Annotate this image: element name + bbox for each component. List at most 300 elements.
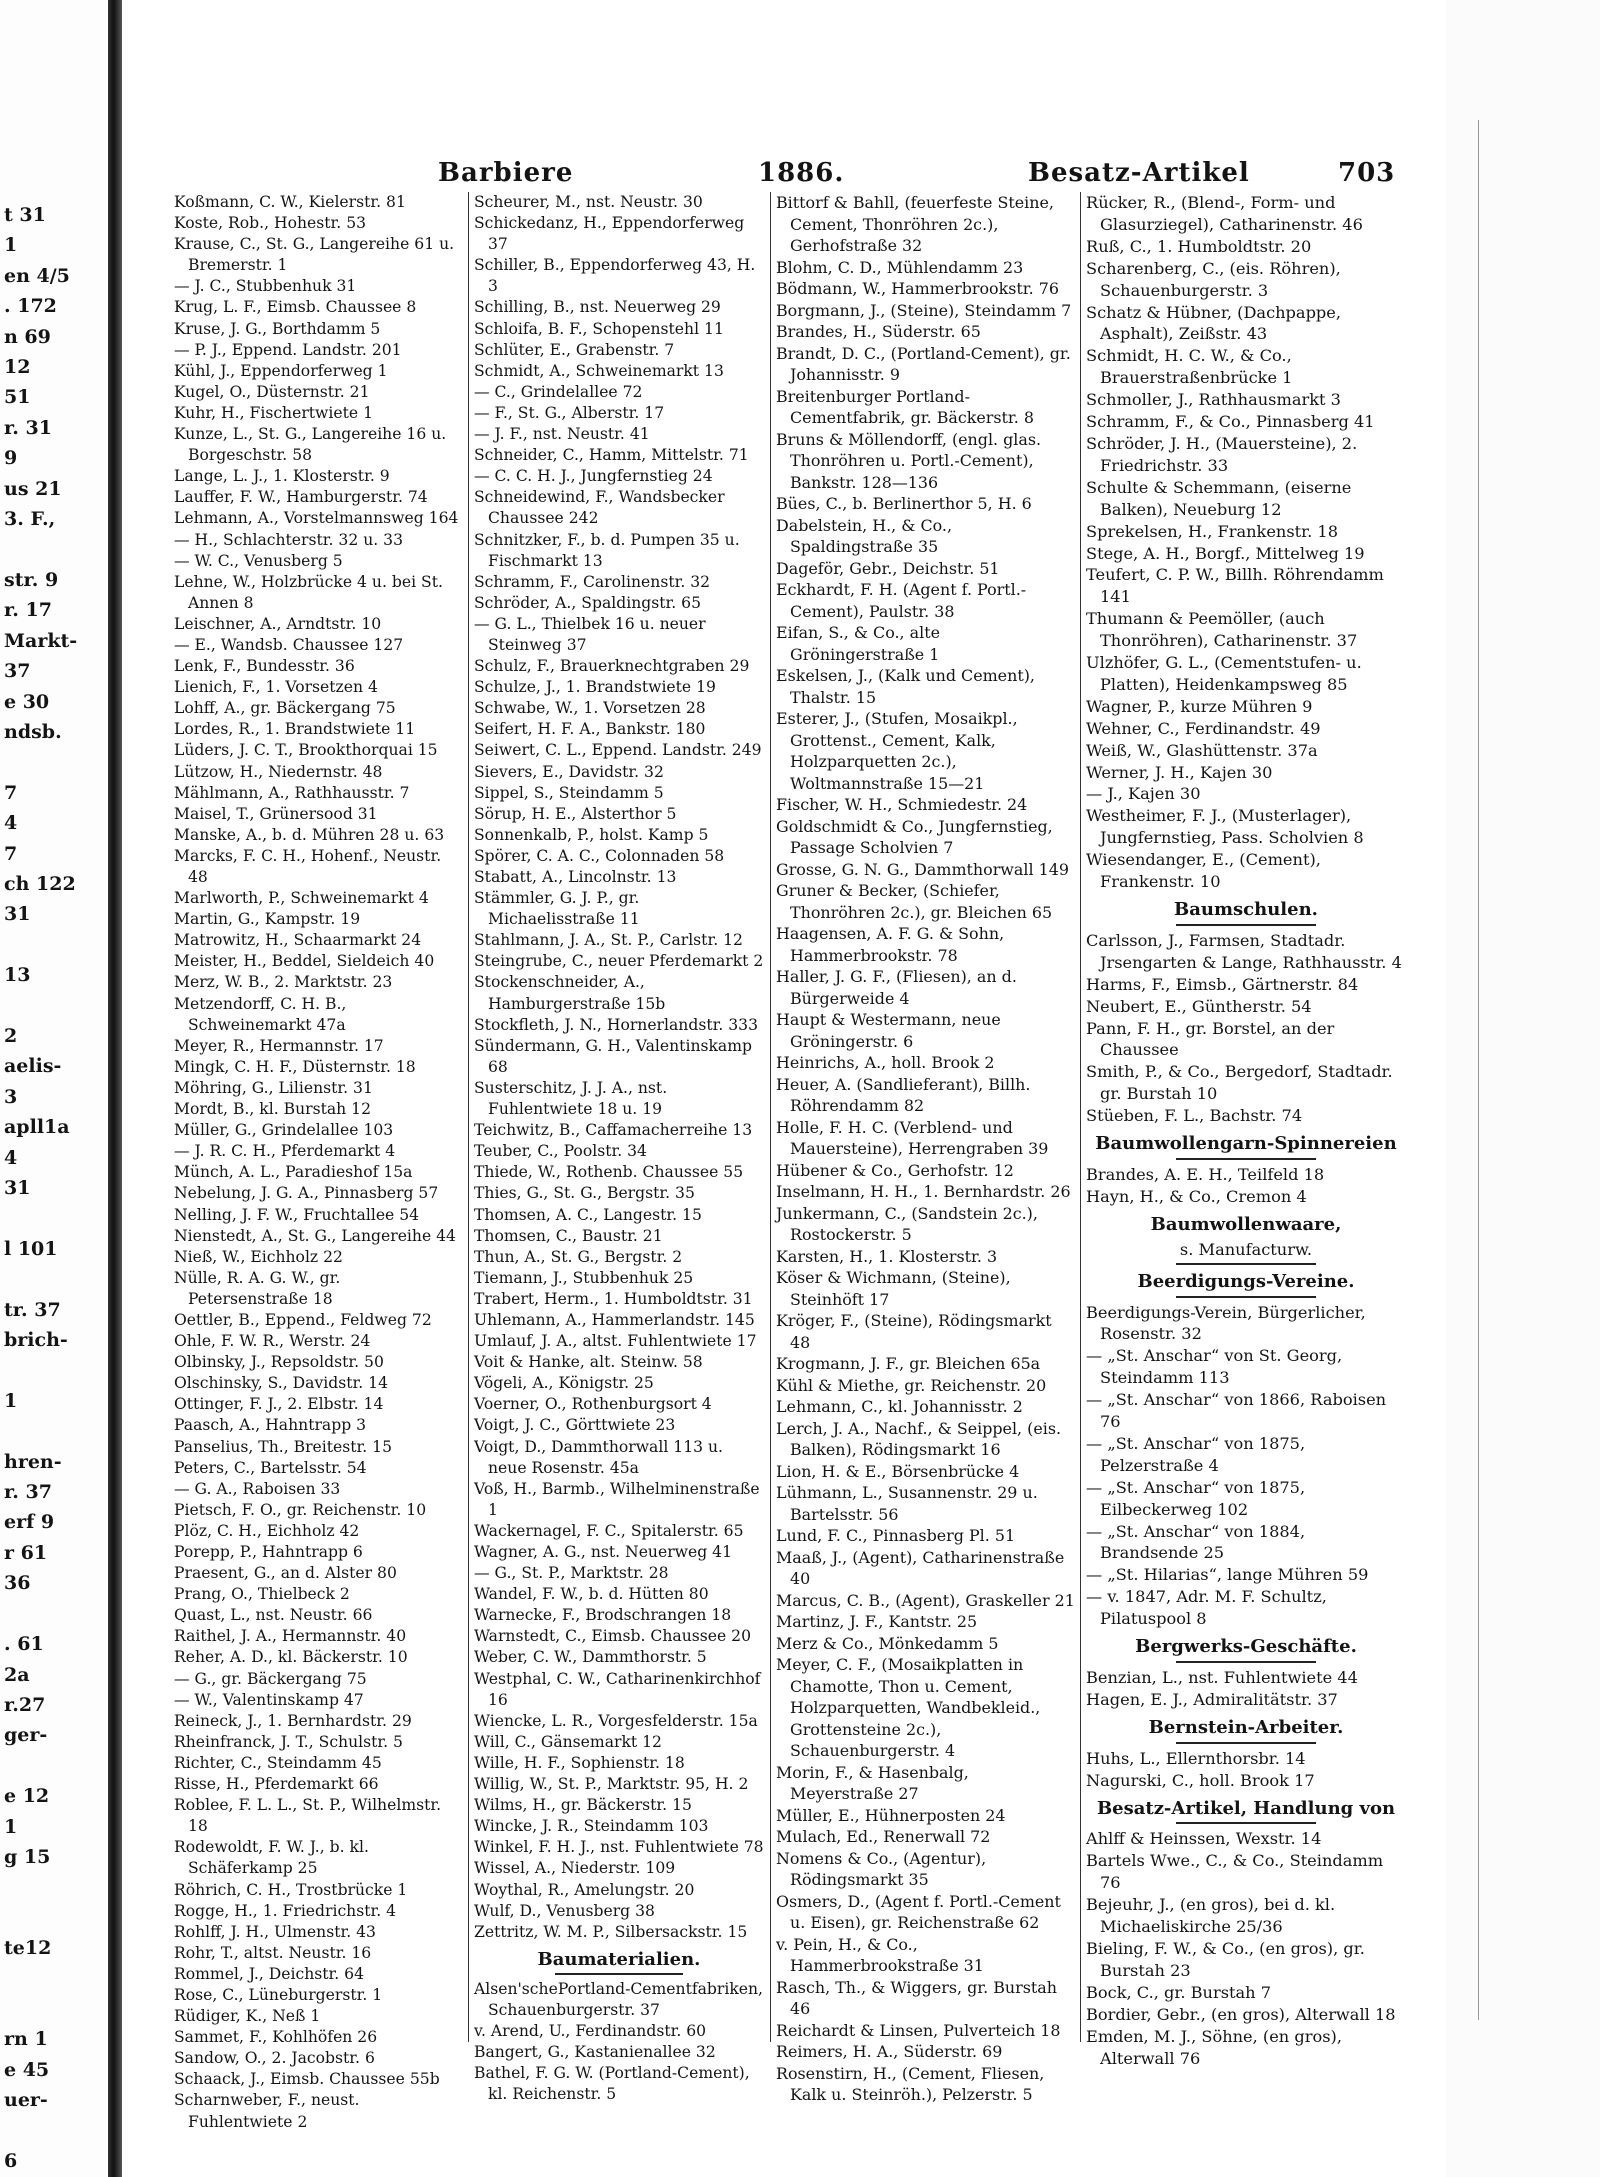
margin-fragment: erf 9 (4, 1511, 55, 1534)
directory-entry: Ahlff & Heinssen, Wexstr. 14 (1086, 1829, 1322, 1849)
margin-fragment: 4 (4, 812, 18, 835)
margin-fragment: r. 31 (4, 416, 52, 439)
directory-entry: Westheimer, F. J., (Musterlager), Jungfernstieg, Pass. Scholvien 8 (1086, 806, 1364, 848)
directory-entry: Teufert, C. P. W., Billh. Röhrendamm 141 (1086, 565, 1390, 607)
directory-entry: Schaack, J., Eimsb. Chaussee 55b (174, 2070, 440, 2089)
section-heading: Baumaterialien. (537, 1948, 701, 1970)
margin-fragment: Markt- (4, 629, 78, 652)
section-heading: Bergwerks-Geschäfte. (1135, 1636, 1357, 1658)
directory-entry: — W. C., Venusberg 5 (174, 551, 343, 570)
directory-entry: Trabert, Herm., 1. Humboldtstr. 31 (474, 1289, 753, 1308)
directory-entry: Esterer, J., (Stufen, Mosaikpl., Grottenst., Cement, Kalk, Holzparquetten 2c.), Woltmannstraße 15—21 (776, 709, 1023, 793)
directory-entry: Rohlff, J. H., Ulmenstr. 43 (174, 1922, 376, 1941)
directory-entry: Bartels Wwe., C., & Co., Steindamm 76 (1086, 1851, 1389, 1893)
directory-entry: Rosenstirn, H., (Cement, Fliesen, Kalk u. Steinröh.), Pelzerstr. 5 (776, 2063, 1050, 2104)
directory-entry: Seiwert, C. L., Eppend. Landstr. 249 (474, 741, 762, 760)
directory-entry: Metzendorff, C. H. B., Schweinemarkt 47a (174, 994, 352, 1034)
directory-entry: Thomsen, A. C., Langestr. 15 (474, 1205, 702, 1224)
directory-entry: Benzian, L., nst. Fuhlentwiete 44 (1086, 1668, 1358, 1687)
directory-entry: Wagner, A. G., nst. Neuerweg 41 (474, 1543, 733, 1561)
directory-entry: Schmidt, A., Schweinemarkt 13 (474, 361, 724, 380)
directory-entry: Schröder, J. H., (Mauersteine), 2. Friedrichstr. 33 (1086, 433, 1363, 475)
column-divider (1080, 192, 1081, 2042)
directory-entry: Neubert, E., Güntherstr. 54 (1086, 996, 1312, 1016)
margin-fragment (4, 930, 104, 960)
directory-entry: Stege, A. H., Borgf., Mittelweg 19 (1086, 543, 1365, 563)
directory-entry: Thumann & Peemöller, (auch Thonröhren), Catharinenstr. 37 (1086, 609, 1358, 651)
directory-page (128, 150, 1460, 2131)
margin-fragment: hren- (4, 1450, 62, 1473)
margin-fragment (4, 747, 104, 777)
margin-fragment: uer- (4, 2089, 48, 2112)
margin-fragment: l 101 (4, 1237, 58, 1260)
directory-entry: Ohle, F. W. R., Werstr. 24 (174, 1332, 371, 1351)
directory-entry: Bangert, G., Kastanienallee 32 (474, 2043, 716, 2062)
margin-fragment (4, 1994, 104, 2024)
section-rule (1176, 1158, 1317, 1160)
directory-entry: Ulzhöfer, G. L., (Cementstufen- u. Platten), Heidenkampsweg 85 (1086, 653, 1367, 694)
directory-entry: Bödmann, W., Hammerbrookstr. 76 (776, 279, 1059, 298)
directory-entry: Plöz, C. H., Eichholz 42 (174, 1521, 360, 1540)
directory-entry: Lordes, R., 1. Brandstwiete 11 (174, 720, 416, 739)
section-heading: Baumwollengarn-Spinnereien (1095, 1133, 1397, 1155)
margin-fragment: brich- (4, 1329, 68, 1352)
directory-entry: Schnitzker, F., b. d. Pumpen 35 u. Fischmarkt 13 (474, 530, 745, 570)
directory-entry: Bathel, F. G. W. (Portland-Cement), kl. Reichenstr. 5 (474, 2064, 755, 2104)
directory-entry: Schulze, J., 1. Brandstwiete 19 (474, 678, 716, 697)
directory-entry: Smith, P., & Co., Bergedorf, Stadtadr. gr. Burstah 10 (1086, 1062, 1398, 1104)
margin-fragment: 1 (4, 1389, 18, 1412)
directory-entry: Wiencke, L. R., Vorgesfelderstr. 15a (474, 1711, 758, 1730)
directory-entry: Wincke, J. R., Steindamm 103 (474, 1817, 709, 1836)
previous-page-margin-text (4, 200, 104, 2176)
directory-column-1 (174, 192, 464, 2133)
directory-entry: Stockfleth, J. N., Hornerlandstr. 333 (474, 1015, 759, 1034)
directory-entry: Winkel, F. H. J., nst. Fuhlentwiete 78 (474, 1838, 764, 1857)
directory-entry: Mordt, B., kl. Burstah 12 (174, 1100, 372, 1119)
directory-entry: — G., gr. Bäckergang 75 (174, 1669, 367, 1688)
directory-entry: Sippel, S., Steindamm 5 (474, 783, 664, 802)
directory-entry: Meister, H., Beddel, Sieldeich 40 (174, 952, 435, 971)
directory-entry: Lienich, F., 1. Vorsetzen 4 (174, 678, 378, 697)
directory-entry: Osmers, D., (Agent f. Portl.-Cement u. Eisen), gr. Reichenstraße 62 (776, 1891, 1066, 1932)
directory-entry: Rose, C., Lüneburgerstr. 1 (174, 1985, 383, 2004)
directory-entry: Bieling, F. W., & Co., (en gros), gr. Burstah 23 (1086, 1938, 1371, 1980)
margin-fragment: en 4/5 (4, 264, 70, 287)
directory-entry: Lehmann, A., Vorstelmannsweg 164 (174, 509, 459, 528)
directory-entry: Holle, F. H. C. (Verblend- und Mauersteine), Herrengraben 39 (776, 1117, 1049, 1158)
directory-entry: Meyer, C. F., (Mosaikplatten in Chamotte, Thon u. Cement, Holzparquetten, Wandbekleid., Grottensteine 2c.), Schauenburgerstr. 4 (776, 1655, 1046, 1760)
directory-entry: Nebelung, J. G. A., Pinnasberg 57 (174, 1184, 439, 1203)
directory-entry: Quast, L., nst. Neustr. 66 (174, 1606, 373, 1625)
margin-fragment: 31 (4, 1177, 31, 1199)
margin-fragment (4, 1751, 104, 1781)
directory-entry: Thomsen, C., Baustr. 21 (474, 1226, 663, 1245)
header-section-right: Besatz-Artikel (1028, 158, 1250, 188)
directory-entry: Wille, H. F., Sophienstr. 18 (474, 1753, 685, 1772)
scan-crop-line (1478, 120, 1479, 2020)
directory-entry: Pann, F. H., gr. Borstel, an der Chaussee (1086, 1018, 1340, 1060)
directory-entry: Münch, A. L., Paradieshof 15a (174, 1163, 413, 1182)
directory-entry: Olbinsky, J., Repsoldstr. 50 (174, 1353, 384, 1372)
margin-fragment: 4 (4, 1146, 18, 1169)
section-heading: Baumschulen. (1174, 899, 1318, 920)
directory-entry: Ottinger, F. J., 2. Elbstr. 14 (174, 1395, 384, 1414)
section-rule (1176, 1263, 1317, 1265)
directory-entry: Schröder, A., Spaldingstr. 65 (474, 593, 702, 612)
directory-entry: — „St. Anschar“ von 1875, Eilbeckerweg 102 (1086, 1477, 1311, 1519)
directory-entry: Maisel, T., Grünersood 31 (174, 804, 378, 823)
directory-entry: Willig, W., St. P., Marktstr. 95, H. 2 (474, 1775, 749, 1794)
directory-entry: Stüeben, F. L., Bachstr. 74 (1086, 1106, 1303, 1126)
directory-entry: Emden, M. J., Söhne, (en gros), Alterwall 76 (1086, 2026, 1348, 2068)
directory-entry: Harms, F., Eimsb., Gärtnerstr. 84 (1086, 974, 1359, 994)
directory-entry: Lehne, W., Holzbrücke 4 u. bei St. Annen 8 (174, 572, 448, 612)
directory-entry: Seifert, H. F. A., Bankstr. 180 (474, 720, 706, 739)
margin-fragment: 2 (4, 1024, 18, 1047)
directory-entry: Schmidt, H. C. W., & Co., Brauerstraßenbrücke 1 (1086, 346, 1297, 388)
directory-entry: Nülle, R. A. G. W., gr. Petersenstraße 18 (174, 1268, 346, 1308)
section-rule (1176, 1296, 1317, 1298)
margin-fragment: e 12 (4, 1785, 50, 1808)
previous-page-edge (0, 0, 108, 2177)
directory-entry: Voit & Hanke, alt. Steinw. 58 (474, 1353, 703, 1372)
margin-fragment: str. 9 (4, 568, 59, 591)
margin-fragment: te12 (4, 1937, 52, 1960)
directory-entry: Inselmann, H. H., 1. Bernhardstr. 26 (776, 1182, 1071, 1201)
directory-entry: Rogge, H., 1. Friedrichstr. 4 (174, 1901, 397, 1920)
directory-entry: Mulach, Ed., Renerwall 72 (776, 1827, 991, 1846)
margin-fragment (4, 1264, 104, 1294)
directory-entry: Nagurski, C., holl. Brook 17 (1086, 1770, 1315, 1790)
directory-entry: Scharnweber, F., neust. Fuhlentwiete 2 (174, 2091, 365, 2131)
directory-entry: Scharenberg, C., (eis. Röhren), Schauenburgerstr. 3 (1086, 258, 1346, 300)
margin-fragment: 36 (4, 1572, 31, 1595)
margin-fragment: r. 37 (4, 1481, 52, 1504)
directory-entry: Brandes, H., Süderstr. 65 (776, 322, 981, 341)
margin-fragment: r 61 (4, 1541, 48, 1564)
directory-entry: Leischner, A., Arndtstr. 10 (174, 614, 382, 633)
section-heading: Beerdigungs-Vereine. (1137, 1270, 1355, 1292)
directory-entry: — „St. Anschar“ von 1875, Pelzerstraße 4 (1086, 1433, 1311, 1475)
directory-entry: Umlauf, J. A., altst. Fuhlentwiete 17 (474, 1332, 757, 1351)
directory-entry: Maaß, J., (Agent), Catharinenstraße 40 (776, 1547, 1070, 1588)
directory-entry: Eifan, S., & Co., alte Gröningerstraße 1 (776, 623, 946, 664)
directory-entry: Voerner, O., Rothenburgsort 4 (474, 1395, 712, 1414)
directory-entry: Schloifa, B. F., Schopenstehl 11 (474, 319, 724, 338)
directory-entry: Gruner & Becker, (Schiefer, Thonröhren 2c.), gr. Bleichen 65 (776, 881, 1053, 922)
directory-entry: Haupt & Westermann, neue Gröningerstr. 6 (776, 1010, 1006, 1051)
margin-fragment: 7 (4, 781, 18, 804)
directory-entry: Lund, F. C., Pinnasberg Pl. 51 (776, 1526, 1016, 1545)
directory-entry: Wackernagel, F. C., Spitalerstr. 65 (474, 1521, 744, 1540)
directory-entry: Brandes, A. E. H., Teilfeld 18 (1086, 1164, 1325, 1184)
directory-entry: — C., Grindelallee 72 (474, 382, 643, 401)
directory-entry: Bruns & Möllendorff, (engl. glas. Thonröhren u. Portl.-Cement), Bankstr. 128—136 (776, 429, 1047, 492)
column-divider (468, 192, 469, 2042)
directory-entry: Olschinsky, S., Davidstr. 14 (174, 1374, 389, 1393)
page-number: 703 (1338, 158, 1396, 188)
directory-entry: Wandel, F. W., b. d. Hütten 80 (474, 1585, 709, 1604)
directory-entry: Will, C., Gänsemarkt 12 (474, 1732, 662, 1751)
directory-entry: Rasch, Th., & Wiggers, gr. Burstah 46 (776, 1977, 1063, 2018)
section-heading: Besatz-Artikel, Handlung von (1096, 1797, 1396, 1819)
directory-entry: — E., Wandsb. Chaussee 127 (174, 635, 404, 654)
margin-fragment: 31 (4, 903, 31, 926)
directory-entry: Steingrube, C., neuer Pferdemarkt 2 (474, 952, 764, 971)
margin-fragment (4, 1599, 104, 1629)
directory-entry: Wiesendanger, E., (Cement), Frankenstr. 10 (1086, 850, 1327, 892)
directory-entry: Roblee, F. L. L., St. P., Wilhelmstr. 18 (174, 1796, 447, 1836)
margin-fragment: 37 (4, 660, 31, 683)
directory-entry: Stämmler, G. J. P., gr. Michaelisstraße 11 (474, 889, 645, 929)
section-rule (1176, 1742, 1317, 1744)
directory-entry: Bordier, Gebr., (en gros), Alterwall 18 (1086, 2004, 1396, 2024)
directory-entry: Thies, G., St. G., Bergstr. 35 (474, 1184, 695, 1203)
directory-entry: Grosse, G. N. G., Dammthorwall 149 (776, 859, 1069, 879)
directory-entry: Rücker, R., (Blend-, Form- und Glasurziegel), Catharinenstr. 46 (1086, 193, 1363, 234)
margin-fragment: 3. F., (4, 508, 56, 531)
directory-entry: Kugel, O., Düsternstr. 21 (174, 382, 370, 401)
margin-fragment: us 21 (4, 477, 62, 500)
directory-entry: Teuber, C., Poolstr. 34 (474, 1142, 647, 1161)
directory-entry: Schilling, B., nst. Neuerweg 29 (474, 298, 721, 317)
directory-entry: Raithel, J. A., Hermannstr. 40 (174, 1627, 407, 1646)
directory-entry: Marcus, C. B., (Agent), Graskeller 21 (776, 1590, 1075, 1610)
margin-fragment: 1 (4, 234, 18, 257)
column-divider (770, 192, 771, 2042)
directory-entry: Stahlmann, J. A., St. P., Carlstr. 12 (474, 931, 743, 950)
margin-fragment: aelis- (4, 1055, 62, 1078)
directory-entry: Hagen, E. J., Admiralitätstr. 37 (1086, 1689, 1338, 1709)
directory-entry: Wilms, H., gr. Bäckerstr. 15 (474, 1796, 692, 1815)
directory-entry: Lenk, F., Bundesstr. 36 (174, 657, 355, 676)
margin-fragment: 2a (4, 1663, 30, 1686)
margin-fragment: r.27 (4, 1693, 46, 1716)
margin-fragment: e 30 (4, 690, 50, 713)
directory-entry: Bejeuhr, J., (en gros), bei d. kl. Michaeliskirche 25/36 (1086, 1895, 1341, 1937)
directory-entry: Junkermann, C., (Sandstein 2c.), Rostockerstr. 5 (776, 1203, 1043, 1244)
directory-entry: — G. L., Thielbek 16 u. neuer Steinweg 37 (474, 614, 711, 654)
directory-entry: Schneider, C., Hamm, Mittelstr. 71 (474, 446, 749, 465)
directory-entry: Borgmann, J., (Steine), Steindamm 7 (776, 300, 1072, 320)
margin-fragment: 51 (4, 386, 31, 409)
directory-entry: Hübener & Co., Gerhofstr. 12 (776, 1160, 1014, 1180)
directory-entry: Lauffer, F. W., Hamburgerstr. 74 (174, 488, 428, 507)
directory-entry: Nieß, W., Eichholz 22 (174, 1247, 343, 1266)
directory-entry: Müller, G., Grindelallee 103 (174, 1121, 394, 1140)
directory-entry: Peters, C., Bartelsstr. 54 (174, 1458, 367, 1477)
directory-entry: Mählmann, A., Rathhausstr. 7 (174, 783, 410, 802)
directory-entry: Martin, G., Kampstr. 19 (174, 910, 361, 929)
margin-fragment (4, 1903, 104, 1933)
directory-entry: Vögeli, A., Königstr. 25 (474, 1374, 654, 1393)
directory-entry: Lange, L. J., 1. Klosterstr. 9 (174, 467, 390, 486)
directory-entry: Voigt, J. C., Görttwiete 23 (474, 1416, 676, 1435)
margin-fragment: n 69 (4, 325, 51, 348)
directory-entry: Warnstedt, C., Eimsb. Chaussee 20 (474, 1627, 752, 1646)
directory-entry: Werner, J. H., Kajen 30 (1086, 762, 1273, 782)
margin-fragment: 3 (4, 1085, 18, 1108)
directory-entry: Lühmann, L., Susannenstr. 29 u. Bartelsstr. 56 (776, 1483, 1043, 1524)
directory-entry: Brandt, D. C., (Portland-Cement), gr. Johannisstr. 9 (776, 343, 1076, 384)
margin-fragment (4, 991, 104, 1021)
directory-entry: Teichwitz, B., Caffamacherreihe 13 (474, 1121, 753, 1140)
directory-entry: Sörup, H. E., Alsterthor 5 (474, 804, 677, 823)
directory-entry: Nelling, J. F. W., Fruchtallee 54 (174, 1205, 420, 1224)
directory-entry: Koßmann, C. W., Kielerstr. 81 (174, 193, 406, 211)
margin-fragment (4, 534, 104, 564)
margin-fragment: ger- (4, 1724, 48, 1747)
directory-entry: Tiemann, J., Stubbenhuk 25 (474, 1268, 694, 1287)
directory-entry: Prang, O., Thielbeck 2 (174, 1585, 350, 1604)
directory-entry: Bües, C., b. Berlinerthor 5, H. 6 (776, 494, 1032, 513)
directory-entry: v. Pein, H., & Co., Hammerbrookstraße 31 (776, 1934, 984, 1975)
directory-entry: — J. F., nst. Neustr. 41 (474, 425, 650, 444)
directory-entry: Schiller, B., Eppendorferweg 43, H. 3 (474, 256, 761, 296)
directory-entry: — „St. Anschar“ von 1884, Brandsende 25 (1086, 1521, 1311, 1563)
section-rule (1176, 924, 1317, 926)
directory-entry: — „St. Hilarias“, lange Mühren 59 (1086, 1565, 1369, 1585)
directory-entry: — G. A., Raboisen 33 (174, 1479, 341, 1498)
directory-entry: Praesent, G., an d. Alster 80 (174, 1564, 397, 1583)
directory-entry: Oettler, B., Eppend., Feldweg 72 (174, 1310, 432, 1329)
directory-entry: Mingk, C. H. F., Düsternstr. 18 (174, 1057, 416, 1076)
section-heading: Baumwollenwaare, (1150, 1213, 1342, 1235)
directory-entry: Westphal, C. W., Catharinenkirchhof 16 (474, 1669, 766, 1709)
directory-entry: Sprekelsen, H., Frankenstr. 18 (1086, 521, 1339, 541)
margin-fragment: ndsb. (4, 720, 62, 743)
directory-entry: Sammet, F., Kohlhöfen 26 (174, 2028, 378, 2047)
directory-entry: Fischer, W. H., Schmiedestr. 24 (776, 795, 1028, 814)
book-spine (108, 0, 122, 2177)
directory-entry: Reichardt & Linsen, Pulverteich 18 (776, 2020, 1061, 2040)
directory-entry: Sündermann, G. H., Valentinskamp 68 (474, 1036, 757, 1076)
directory-entry: Martinz, J. F., Kantstr. 25 (776, 1612, 978, 1631)
directory-entry: — „St. Anschar“ von St. Georg, Steindamm 113 (1086, 1346, 1348, 1388)
directory-entry: Sandow, O., 2. Jacobstr. 6 (174, 2049, 375, 2068)
directory-entry: Lohff, A., gr. Bäckergang 75 (174, 699, 396, 718)
section-crossref: s. Manufacturw. (1179, 1239, 1313, 1259)
directory-entry: Zettritz, W. M. P., Silbersackstr. 15 (474, 1922, 748, 1941)
margin-fragment: r. 17 (4, 599, 52, 622)
directory-entry: — C. C. H. J., Jungfernstieg 24 (474, 467, 713, 486)
directory-entry: — J. C., Stubbenhuk 31 (174, 277, 357, 296)
directory-entry: Sonnenkalb, P., holst. Kamp 5 (474, 825, 709, 844)
directory-entry: Wehner, C., Ferdinandstr. 49 (1086, 718, 1321, 738)
directory-entry: Paasch, A., Hahntrapp 3 (174, 1416, 367, 1435)
directory-entry: Merz, W. B., 2. Marktstr. 23 (174, 973, 393, 992)
directory-entry: Goldschmidt & Co., Jungfernstieg, Passage Scholvien 7 (776, 816, 1058, 857)
directory-entry: Weber, C. W., Dammthorstr. 5 (474, 1648, 707, 1667)
margin-fragment (4, 1203, 104, 1233)
directory-entry: Schmoller, J., Rathhausmarkt 3 (1086, 390, 1341, 410)
directory-entry: Sievers, E., Davidstr. 32 (474, 762, 664, 781)
margin-fragment: apll1a (4, 1116, 70, 1139)
directory-entry: Ruß, C., 1. Humboldtstr. 20 (1086, 236, 1312, 256)
directory-entry: Scheurer, M., nst. Neustr. 30 (474, 193, 703, 211)
directory-entry: Rodewoldt, F. W. J., b. kl. Schäferkamp 25 (174, 1838, 374, 1878)
directory-entry: Schulte & Schemmann, (eiserne Balken), Neueburg 12 (1086, 477, 1357, 519)
directory-entry: Heuer, A. (Sandlieferant), Billh. Röhrendamm 82 (776, 1074, 1036, 1115)
margin-fragment: rn 1 (4, 2028, 48, 2051)
directory-entry: Wissel, A., Niederstr. 109 (474, 1859, 676, 1878)
directory-column-3 (776, 192, 1076, 2106)
directory-entry: — G., St. P., Marktstr. 28 (474, 1564, 669, 1583)
directory-entry: Röhrich, C. H., Trostbrücke 1 (174, 1880, 408, 1899)
margin-fragment (4, 1355, 104, 1385)
section-rule (555, 1973, 683, 1975)
directory-entry: Lüders, J. C. T., Brookthorquai 15 (174, 741, 438, 760)
directory-entry: Blohm, C. D., Mühlendamm 23 (776, 257, 1024, 277)
directory-entry: Müller, E., Hühnerposten 24 (776, 1805, 1006, 1825)
directory-entry: Kühl & Miethe, gr. Reichenstr. 20 (776, 1375, 1047, 1395)
directory-entry: Panselius, Th., Breitestr. 15 (174, 1437, 392, 1456)
directory-entry: — W., Valentinskamp 47 (174, 1690, 364, 1709)
directory-entry: Schwabe, W., 1. Vorsetzen 28 (474, 699, 706, 718)
directory-entry: Stabatt, A., Lincolnstr. 13 (474, 868, 677, 886)
margin-fragment: 13 (4, 964, 31, 987)
margin-fragment: ch 122 (4, 872, 76, 895)
directory-entry: Schneidewind, F., Wandsbecker Chaussee 242 (474, 488, 730, 528)
margin-fragment: t 31 (4, 204, 46, 226)
directory-entry: Kröger, F., (Steine), Rödingsmarkt 48 (776, 1311, 1057, 1352)
directory-entry: Thiede, W., Rothenb. Chaussee 55 (474, 1163, 744, 1182)
directory-entry: Manske, A., b. d. Mühren 28 u. 63 (174, 825, 445, 844)
margin-fragment (4, 1416, 104, 1446)
section-heading: Bernstein-Arbeiter. (1148, 1716, 1344, 1738)
directory-entry: Schatz & Hübner, (Dachpappe, Asphalt), Zeißstr. 43 (1086, 302, 1347, 344)
directory-entry: Schulz, F., Brauerknechtgraben 29 (474, 657, 750, 676)
directory-entry: Meyer, R., Hermannstr. 17 (174, 1036, 384, 1055)
directory-entry: — P. J., Eppend. Landstr. 201 (174, 340, 402, 359)
margin-fragment: 6 (4, 2150, 18, 2172)
directory-entry: Haagensen, A. F. G. & Sohn, Hammerbrookstr. 78 (776, 924, 1010, 965)
directory-entry: Rheinfranck, J. T., Schulstr. 5 (174, 1732, 403, 1751)
directory-entry: — J. R. C. H., Pferdemarkt 4 (174, 1142, 396, 1161)
directory-entry: Koste, Rob., Hohestr. 53 (174, 214, 367, 233)
directory-entry: Bock, C., gr. Burstah 7 (1086, 1982, 1272, 2002)
directory-entry: Richter, C., Steindamm 45 (174, 1753, 382, 1772)
directory-entry: Breitenburger Portland-Cementfabrik, gr. Bäckerstr. 8 (776, 386, 1034, 427)
directory-entry: Krause, C., St. G., Langereihe 61 u. Bremerstr. 1 (174, 235, 460, 275)
directory-entry: Lion, H. & E., Börsenbrücke 4 (776, 1461, 1020, 1481)
directory-entry: Alsen'schePortland-Cementfabriken, Schauenburgerstr. 37 (474, 1979, 768, 2019)
directory-entry: Eckhardt, F. H. (Agent f. Portl.-Cement), Paulstr. 38 (776, 580, 1027, 621)
directory-entry: — H., Schlachterstr. 32 u. 33 (174, 530, 404, 549)
directory-entry: Schramm, F., Carolinenstr. 32 (474, 572, 711, 591)
directory-entry: Voigt, D., Dammthorwall 113 u. neue Rosenstr. 45a (474, 1437, 728, 1477)
directory-entry: — J., Kajen 30 (1086, 784, 1201, 804)
directory-entry: Möhring, G., Lilienstr. 31 (174, 1078, 373, 1097)
directory-entry: Kuhr, H., Fischertwiete 1 (174, 403, 373, 422)
directory-entry: — F., St. G., Alberstr. 17 (474, 403, 665, 422)
directory-entry: Huhs, L., Ellernthorsbr. 14 (1086, 1748, 1306, 1768)
directory-entry: Kruse, J. G., Borthdamm 5 (174, 319, 381, 338)
directory-column-4 (1086, 192, 1406, 2069)
directory-entry: Pietsch, F. O., gr. Reichenstr. 10 (174, 1500, 427, 1519)
directory-entry: Kunze, L., St. G., Langereihe 16 u. Borgeschstr. 58 (174, 425, 452, 465)
directory-entry: Carlsson, J., Farmsen, Stadtadr. Jrsengarten & Lange, Rathhausstr. 4 (1086, 930, 1402, 972)
directory-entry: Matrowitz, H., Schaarmarkt 24 (174, 931, 422, 950)
directory-entry: Uhlemann, A., Hammerlandstr. 145 (474, 1310, 755, 1329)
directory-entry: Marcks, F. C. H., Hohenf., Neustr. 48 (174, 846, 447, 886)
directory-entry: Schramm, F., & Co., Pinnasberg 41 (1086, 412, 1375, 432)
directory-entry: Beerdigungs-Verein, Bürgerlicher, Rosenstr. 32 (1086, 1302, 1371, 1344)
directory-entry: Schickedanz, H., Eppendorferweg 37 (474, 214, 750, 254)
margin-fragment: g 15 (4, 1845, 51, 1868)
directory-entry: Reimers, H. A., Süderstr. 69 (776, 2042, 1003, 2061)
